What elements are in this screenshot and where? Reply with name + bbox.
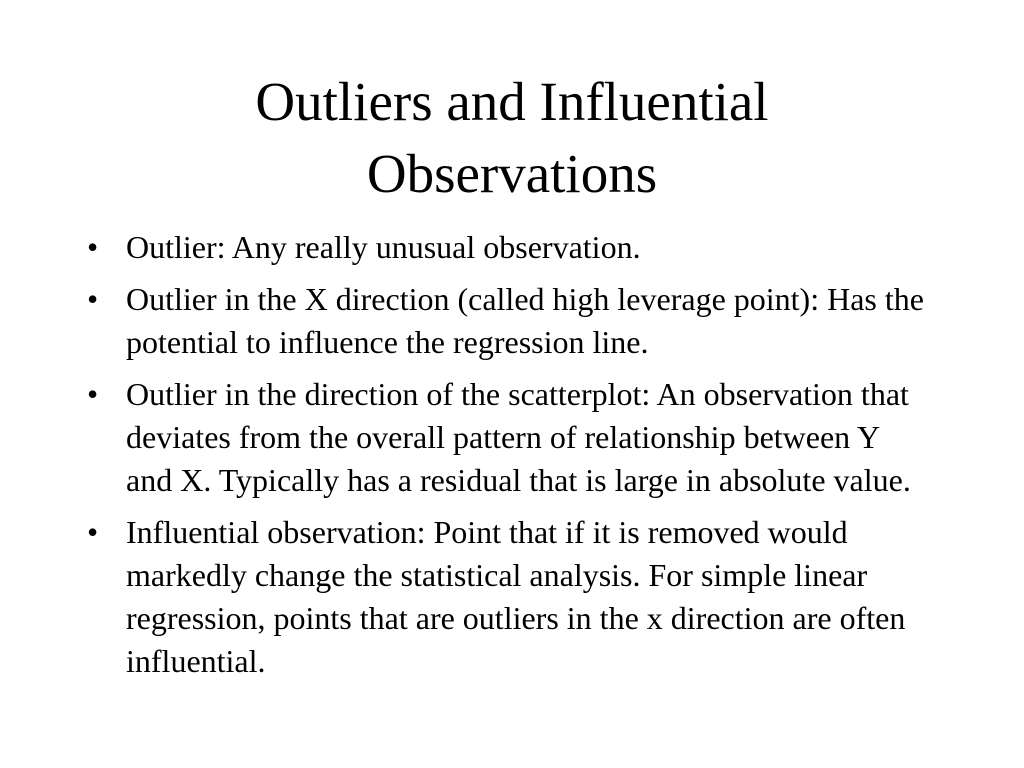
bullet-icon: • [87,281,99,317]
bullet-icon: • [87,376,99,412]
bullet-item-outlier [87,226,927,269]
bullet-item-influential [87,511,927,683]
bullet-text: Influential observation: Point that if it is removed would markedly change the statistical analysis. For simple linear regression, points that are outliers in the x direction are often influential. [126,514,906,679]
bullet-item-x-direction [87,278,927,364]
bullet-icon: • [87,514,99,550]
bullet-text: Outlier: Any really unusual observation. [126,229,641,265]
slide-title-line-1: Outliers and Influential [255,71,769,132]
slide-title-line-2: Observations [366,143,658,204]
bullet-item-scatterplot-direction [87,373,927,502]
bullet-list [87,226,927,692]
slide-title [0,66,1024,210]
bullet-text: Outlier in the X direction (called high leverage point): Has the potential to influence the regression line. [126,281,924,360]
bullet-text: Outlier in the direction of the scatterplot: An observation that deviates from the overall pattern of relationship between Y and X. Typically has a residual that is large in absolute value. [126,376,911,498]
bullet-icon: • [87,229,99,265]
